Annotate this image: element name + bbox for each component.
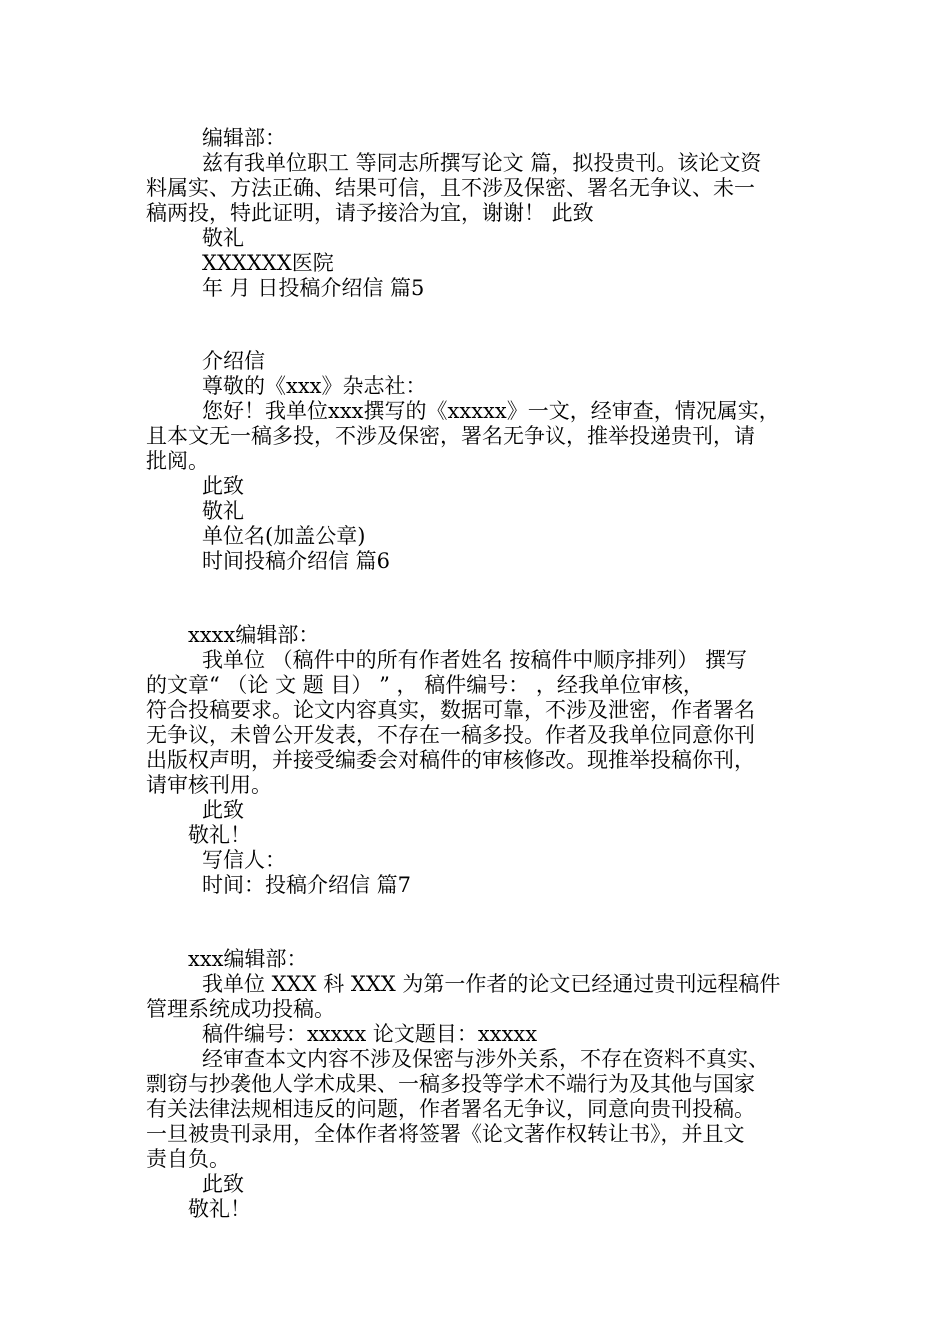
text-line: 批阅。 [146,449,209,473]
text-line: 写信人： [202,848,286,872]
text-line: xxx编辑部： [188,947,308,971]
text-line: 年 月 日投稿介绍信 篇5 [202,276,425,300]
text-line: 剽窃与抄袭他人学术成果、一稿多投等学术不端行为及其他与国家 [146,1072,755,1096]
text-line: 单位名(加盖公章) [202,524,366,548]
text-line: 无争议，未曾公开发表，不存在一稿多投。作者及我单位同意你刊 [146,723,755,747]
text-line: 此致 [202,798,244,822]
text-line: 稿两投，特此证明，请予接洽为宜，谢谢！ 此致 [146,201,594,225]
text-line: xxxx编辑部： [188,623,320,647]
text-line: 责自负。 [146,1147,230,1171]
text-line: 稿件编号：xxxxx 论文题目：xxxxx [202,1022,538,1046]
text-line: 介绍信 [202,349,265,373]
text-line: 敬礼！ [188,823,251,847]
text-line: 此致 [202,474,244,498]
text-line: 的文章“ （论 文 题 目） ” ， 稿件编号： ，经我单位审核， [146,673,704,697]
text-line: 敬礼 [202,499,244,523]
text-line: 时间投稿介绍信 篇6 [202,549,391,573]
text-line: 料属实、方法正确、结果可信，且不涉及保密、署名无争议、未一 [146,176,755,200]
text-line: XXXXXX医院 [202,251,334,275]
text-line: 编辑部： [202,126,286,150]
text-line: 兹有我单位职工 等同志所撰写论文 篇，拟投贵刊。该论文资 [202,151,762,175]
text-line: 我单位 XXX 科 XXX 为第一作者的论文已经通过贵刊远程稿件 [202,972,781,996]
text-line: 敬礼 [202,226,244,250]
text-line: 管理系统成功投稿。 [146,997,335,1021]
text-line: 敬礼！ [188,1197,251,1221]
text-line: 经审查本文内容不涉及保密与涉外关系，不存在资料不真实、 [202,1047,769,1071]
text-line: 出版权声明，并接受编委会对稿件的审核修改。现推举投稿你刊， [146,748,755,772]
text-line: 有关法律法规相违反的问题，作者署名无争议，同意向贵刊投稿。 [146,1097,755,1121]
text-line: 请审核刊用。 [146,773,272,797]
text-line: 您好！我单位xxx撰写的《xxxxx》一文，经审查，情况属实， [202,399,780,423]
text-line: 时间：投稿介绍信 篇7 [202,873,412,897]
text-line: 此致 [202,1172,244,1196]
text-line: 我单位 （稿件中的所有作者姓名 按稿件中顺序排列） 撰写 [202,648,748,672]
text-line: 且本文无一稿多投，不涉及保密，署名无争议，推举投递贵刊，请 [146,424,755,448]
text-line: 符合投稿要求。论文内容真实，数据可靠，不涉及泄密，作者署名 [146,698,755,722]
text-line: 尊敬的《xxx》杂志社： [202,374,427,398]
text-line: 一旦被贵刊录用，全体作者将签署《论文著作权转让书》，并且文 [146,1122,745,1146]
